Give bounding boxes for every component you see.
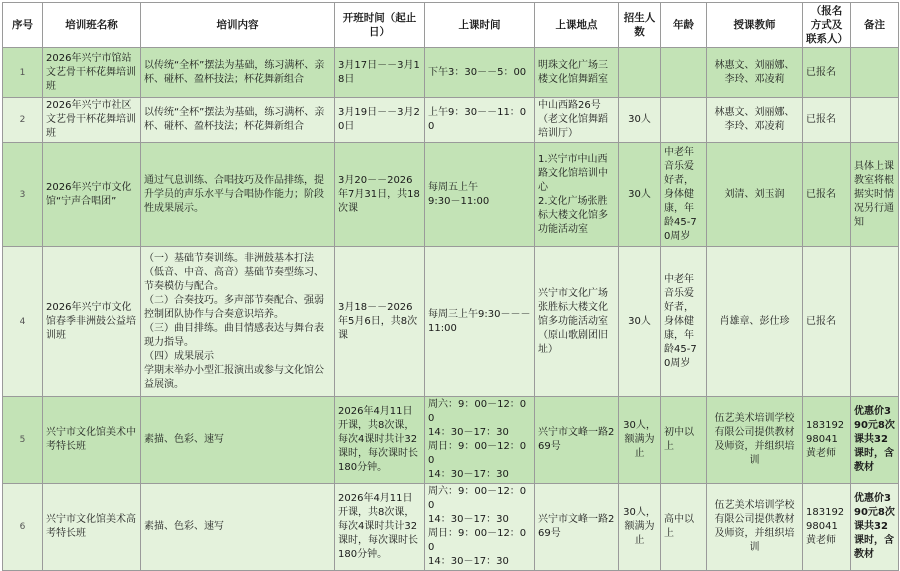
cell-line: 14：30－17：30 [428,427,509,438]
cell-class-name: 2026年兴宁市文化馆“宁声合唱团” [43,143,141,247]
cell-teachers [707,48,803,98]
cell-line: 刘清、刘玉润 [724,188,785,200]
cell-place [535,48,619,98]
cell-enrollment [619,143,661,247]
cell-class-time [425,98,535,143]
cell-signup [803,143,851,247]
header-class-name: 培训班名称 [43,3,141,48]
header-row [3,3,899,48]
cell-content [141,247,335,397]
cell-line: 已报名 [806,188,836,200]
header-signup: （报名方式及联系人） [803,3,851,48]
cell-line: 周日：9：00－12：00 [428,441,527,466]
cell-teachers [707,397,803,484]
cell-line: 初中以上 [664,427,694,452]
cell-line: 兴宁市文峰一路269号 [538,514,615,539]
cell-dates [335,98,425,143]
cell-enrollment [619,397,661,484]
cell-signup [803,397,851,484]
cell-class-name: 2026年兴宁市文化馆春季非洲鼓公益培训班 [43,247,141,397]
header-remarks: 备注 [851,3,899,48]
header-dates: 开班时间（起止日） [335,3,425,48]
cell-line: 优惠价390元8次课共32课时，含教材 [854,493,895,560]
cell-seq: 4 [3,247,43,397]
cell-age [661,98,707,143]
cell-enrollment [619,48,661,98]
cell-line: 兴宁市文峰一路269号 [538,427,615,452]
cell-class-time [425,143,535,247]
cell-teachers [707,484,803,571]
cell-line: 伍艺美术培训学校有限公司提供教材及师资，并组织培训 [714,413,795,466]
cell-line: 具体上课教室将根据实时情况另行通知 [854,160,894,228]
cell-line: 中老年音乐爱好者，身体健康，年龄45-70周岁 [664,273,697,369]
cell-line: 1.兴宁市中山西路文化馆培训中心 [538,153,608,193]
cell-line: 2026年4月11日开课，共8次课，每次4课时共计32课时，每次课时长180分钟。 [338,406,418,473]
cell-line: 下午3：30－－5：00 [428,66,527,78]
cell-line: 每周三上午9:30－－－11:00 [428,308,531,334]
cell-line: 30人，额满为止 [623,420,656,459]
cell-age [661,397,707,484]
cell-line: 周日：9：00－12：00 [428,528,527,553]
cell-line: 林惠文、刘丽娜、李玲、邓凌莉 [714,107,795,132]
cell-line: 14：30－17：30 [428,469,509,480]
table-row [3,484,899,571]
cell-line: 3月20－－2026年7月31日，共18次课 [338,174,420,214]
cell-enrollment [619,247,661,397]
cell-line: 已报名 [806,114,836,125]
table-row [3,48,899,98]
cell-enrollment [619,484,661,571]
cell-line: （四）成果展示 [144,350,214,362]
cell-signup [803,247,851,397]
cell-line: 优惠价390元8次课共32课时，含教材 [854,406,895,473]
cell-dates [335,484,425,571]
cell-teachers [707,98,803,143]
cell-line: （二）合奏技巧。多声部节奏配合、强弱控制团队协作与合奏意识培养。 [144,294,324,320]
header-content: 培训内容 [141,3,335,48]
cell-age [661,484,707,571]
table-row [3,98,899,143]
cell-line: 通过气息训练、合唱技巧及作品排练，提升学员的声乐水平与合唱协作能力；阶段性成果展示。 [144,174,324,214]
cell-line: 3月18－－2026年5月6日，共8次课 [338,301,418,341]
cell-dates [335,247,425,397]
cell-line: 30人 [628,188,651,200]
cell-class-time [425,48,535,98]
cell-remarks [851,397,899,484]
training-schedule-table [2,2,899,571]
header-teachers: 授课教师 [707,3,803,48]
cell-line: 林惠文、刘丽娜、李玲、邓凌莉 [714,59,795,85]
cell-line: 2.文化广场张胜标大楼文化馆多功能活动室 [538,195,608,235]
cell-line: 学期末举办小型汇报演出或参与文化馆公益展演。 [144,364,324,390]
cell-class-time [425,484,535,571]
cell-seq: 6 [3,484,43,571]
cell-seq: 3 [3,143,43,247]
cell-class-name: 2026年兴宁市馆站文艺骨干杯花舞培训班 [43,48,141,98]
header-age: 年龄 [661,3,707,48]
cell-line: 素描、色彩、速写 [144,434,224,445]
cell-line: 已报名 [806,315,836,327]
table-row [3,247,899,397]
cell-line: 14：30－17：30 [428,556,509,567]
cell-content [141,48,335,98]
cell-dates [335,143,425,247]
cell-enrollment [619,98,661,143]
cell-line: 2026年4月11日开课，共8次课，每次4课时共计32课时，每次课时长180分钟。 [338,493,418,560]
cell-place [535,484,619,571]
cell-content [141,397,335,484]
cell-line: 以传统“全杯”摆法为基础，练习满杯、亲杯、碰杯、盈杯技法；杯花舞新组合 [144,107,325,132]
cell-line: 14：30－17：30 [428,514,509,525]
header-seq: 序号 [3,3,43,48]
cell-line: 每周五上午 [428,181,478,193]
cell-place [535,247,619,397]
cell-teachers [707,143,803,247]
cell-class-name: 2026年兴宁市社区文艺骨干杯花舞培训班 [43,98,141,143]
cell-place [535,98,619,143]
cell-line: 高中以上 [664,514,694,539]
cell-remarks [851,48,899,98]
cell-line: 30人 [628,114,651,125]
cell-line: 30人 [628,315,651,327]
cell-signup [803,484,851,571]
cell-line: 30人，额满为止 [623,507,656,546]
cell-line: 明珠文化广场三楼文化馆舞蹈室 [538,59,608,85]
cell-age [661,48,707,98]
cell-line: （三）曲目排练。曲目情感表达与舞台表现力指导。 [144,322,324,348]
cell-class-time [425,247,535,397]
cell-line: 兴宁市文化广场张胜标大楼文化馆多功能活动室（原山歌剧团旧址） [538,287,608,355]
cell-age [661,143,707,247]
cell-line: 周六：9：00－12：00 [428,486,527,511]
cell-line: 3月17日－－3月18日 [338,59,420,85]
cell-dates [335,48,425,98]
table-body [3,48,899,571]
cell-line: 3月19日－－3月20日 [338,107,420,132]
cell-line: （一）基础节奏训练。非洲鼓基本打法（低音、中音、高音）基础节奏型练习、节奏模仿与配合。 [144,252,324,292]
cell-line: 以传统“全杯”摆法为基础，练习满杯、亲杯、碰杯、盈杯技法；杯花舞新组合 [144,59,325,85]
cell-line: 18319298041黄老师 [806,507,845,546]
table-row [3,397,899,484]
cell-line: 中山西路26号（老文化馆舞蹈培训厅） [538,100,608,139]
cell-content [141,98,335,143]
cell-seq: 1 [3,48,43,98]
cell-remarks [851,247,899,397]
cell-seq: 2 [3,98,43,143]
cell-line: 肖雄章、彭仕珍 [719,315,790,327]
cell-class-time [425,397,535,484]
cell-teachers [707,247,803,397]
cell-content [141,484,335,571]
cell-line: 已报名 [806,66,836,78]
cell-line: 上午9：30－－11：00 [428,107,527,132]
cell-line: 9:30－11:00 [428,195,490,207]
header-class-time: 上课时间 [425,3,535,48]
cell-signup [803,48,851,98]
header-place: 上课地点 [535,3,619,48]
cell-seq: 5 [3,397,43,484]
cell-remarks [851,98,899,143]
header-enrollment: 招生人数 [619,3,661,48]
cell-age [661,247,707,397]
cell-line: 18319298041黄老师 [806,420,845,459]
cell-class-name: 兴宁市文化馆美术高考特长班 [43,484,141,571]
cell-line: 素描、色彩、速写 [144,521,224,532]
cell-place [535,143,619,247]
cell-dates [335,397,425,484]
cell-remarks [851,143,899,247]
cell-content [141,143,335,247]
cell-line: 伍艺美术培训学校有限公司提供教材及师资，并组织培训 [714,500,795,553]
cell-place [535,397,619,484]
cell-class-name: 兴宁市文化馆美术中考特长班 [43,397,141,484]
cell-line: 周六：9：00－12：00 [428,399,527,424]
cell-line: 中老年音乐爱好者，身体健康，年龄45-70周岁 [664,146,697,242]
cell-signup [803,98,851,143]
table-row [3,143,899,247]
cell-remarks [851,484,899,571]
